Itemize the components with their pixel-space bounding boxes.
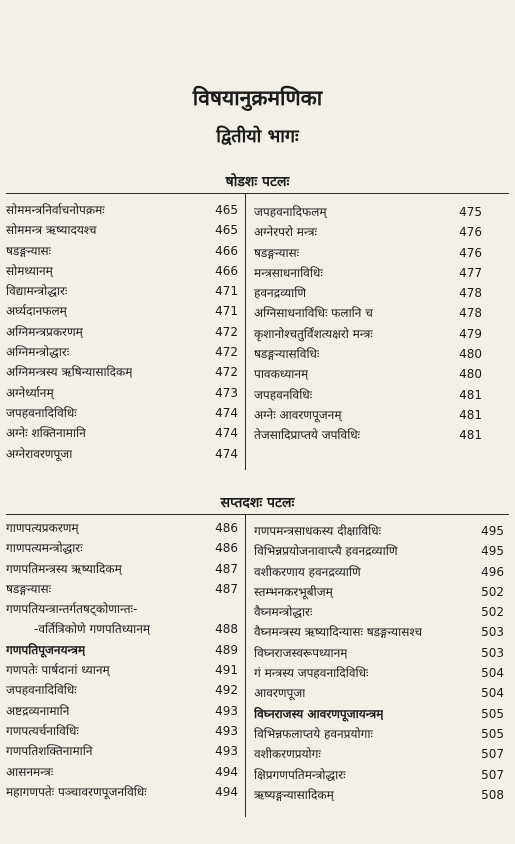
toc-entry: [6, 721, 238, 741]
toc-entry-page: 476: [459, 245, 482, 260]
toc-entry: [254, 724, 504, 744]
toc-entry-page: 479: [459, 326, 482, 341]
toc-entry-page: 472: [215, 324, 238, 339]
toc-entry: [254, 303, 482, 323]
toc-entry-title: विघ्नराजस्वरूपध्यानम्: [254, 645, 348, 660]
toc-entry-page: 475: [459, 205, 482, 219]
toc-entry-title: विभिन्नफलाप्तये हवनप्रयोगाः: [254, 726, 373, 741]
toc-entry-title: महागणपतेः पञ्चावरणपूजनविधिः: [6, 784, 147, 799]
toc-entry: [6, 261, 238, 281]
toc-entry: [254, 405, 482, 425]
toc-entry-page: 471: [215, 284, 238, 299]
toc-entry-page: 480: [459, 347, 482, 362]
toc-entry-page: 504: [481, 686, 504, 701]
toc-entry-title: षडङ्गन्यासः: [6, 581, 52, 596]
toc-entry-page: 508: [481, 787, 504, 802]
toc-entry: [254, 202, 482, 222]
toc-entry-page: 503: [481, 625, 504, 640]
toc-entry-title: अग्नेः शक्तिनामानि: [6, 426, 86, 441]
toc-entry-page: 477: [459, 265, 482, 280]
toc-entry-page: 496: [481, 564, 504, 579]
toc-entry-page: 495: [481, 544, 504, 559]
toc-entry: [254, 243, 482, 263]
toc-entry-title: कृशानोश्चतुर्विंशत्यक्षरो मन्त्रः: [254, 326, 373, 341]
toc-entry: [6, 599, 238, 619]
toc-entry-page: 493: [215, 703, 238, 718]
toc-entry: [6, 301, 238, 321]
toc-entry: [254, 364, 482, 384]
toc-entry-page: 492: [215, 683, 238, 698]
toc-entry-page: 474: [215, 426, 238, 441]
toc-entry-title: सोममन्त्रनिर्वाचनोपक्रमः: [6, 203, 105, 217]
toc-entry-title: विघ्नराजस्य आवरणपूजायन्त्रम्: [254, 706, 384, 721]
toc-entry-page: 472: [215, 345, 238, 360]
toc-entry-title: -वर्तित्रिकोणे गणपतिध्यानम्: [34, 622, 151, 637]
toc-entry-page: 488: [215, 622, 238, 637]
toc-entry-page: 503: [481, 645, 504, 660]
page-title: विषयानुक्रमणिका: [192, 86, 323, 110]
toc-entry-page: 502: [481, 584, 504, 599]
toc-entry-title: अग्निमन्त्रप्रकरणम्: [6, 324, 83, 339]
toc-entry-title: वैघ्नमन्त्रस्य ऋष्यादिन्यासः षडङ्गन्यासश्च: [254, 625, 423, 640]
toc-entry: [6, 403, 238, 423]
toc-entry: [6, 200, 238, 220]
toc-entry-title: सोमध्यानम्: [6, 263, 53, 278]
toc-entry-page: 487: [215, 581, 238, 596]
toc-entry-page: 507: [481, 747, 504, 762]
toc-entry: [6, 782, 238, 802]
toc-entry: [6, 559, 238, 579]
toc-entry-page: 493: [215, 723, 238, 738]
toc-entry-title: गणपतेः पार्षदानां ध्यानम्: [6, 663, 110, 678]
toc-entry-page: 466: [215, 263, 238, 278]
toc-entry-title: अग्निसाधनाविधिः फलानि च: [254, 306, 373, 321]
toc-entry: [6, 383, 238, 403]
toc-entry: [6, 680, 238, 700]
toc-entry-page: 465: [215, 223, 238, 238]
toc-entry: [6, 701, 238, 721]
toc-entry-page: 465: [215, 203, 238, 217]
toc-entry-title: षडङ्गन्यासः: [6, 243, 52, 258]
toc-right-column: [254, 521, 504, 805]
toc-entry-page: 493: [215, 744, 238, 759]
toc-entry: [254, 222, 482, 242]
toc-entry: [254, 704, 504, 724]
toc-entry: [254, 541, 504, 561]
toc-entry-title: गणपतिमन्त्रस्य ऋष्यादिकम्: [6, 561, 122, 576]
toc-entry-title: वशीकरणप्रयोगः: [254, 747, 321, 762]
toc-entry: [6, 281, 238, 301]
toc-entry-page: 494: [215, 764, 238, 779]
toc-entry-title: गणपतियन्त्रान्तर्गतषट्कोणान्तः-: [6, 602, 138, 617]
toc-entry-title: अग्नेरपरो मन्त्रः: [254, 225, 317, 240]
toc-entry: [254, 283, 482, 303]
toc-entry-page: 481: [459, 387, 482, 402]
toc-entry: [254, 744, 504, 764]
toc-entry-title: गणपतिशक्तिनामानि: [6, 744, 93, 759]
toc-entry-page: 474: [215, 446, 238, 461]
toc-entry-page: 507: [481, 767, 504, 782]
toc-entry-page: 478: [459, 306, 482, 321]
toc-entry: [254, 622, 504, 642]
toc-entry-title: क्षिप्रगणपतिमन्त्रोद्धारः: [254, 767, 346, 782]
toc-left-column: [6, 200, 238, 464]
toc-entry: [254, 385, 482, 405]
section-title: षोडशः पटलः: [225, 174, 290, 190]
toc-entry-title: मन्त्रसाधनाविधिः: [254, 265, 323, 280]
toc-entry-title: गणपतिपूजनयन्त्रम्: [6, 642, 86, 657]
toc-entry-page: 495: [481, 524, 504, 538]
toc-left-column: [6, 518, 238, 802]
toc-entry-page: 481: [459, 428, 482, 443]
toc-entry-page: 489: [215, 642, 238, 657]
column-divider: [245, 194, 246, 470]
toc-entry-page: 471: [215, 304, 238, 319]
toc-entry: [6, 762, 238, 782]
toc-entry-page: 505: [481, 706, 504, 721]
toc-entry-title: गणपमन्त्रसाधकस्य दीक्षाविधिः: [254, 524, 382, 538]
toc-entry-title: अष्टद्रव्यनामानि: [6, 703, 70, 718]
toc-entry: [254, 425, 482, 445]
toc-entry-title: जपहवनादिफलम्: [254, 205, 327, 219]
toc-entry-page: 478: [459, 286, 482, 301]
toc-entry: [6, 741, 238, 761]
toc-entry: [6, 241, 238, 261]
toc-entry-title: आवरणपूजा: [254, 686, 306, 701]
toc-entry-title: जपहवनादिविधिः: [6, 683, 77, 698]
toc-entry-title: गं मन्त्रस्य जपहवनादिविधिः: [254, 666, 369, 681]
toc-entry-page: 491: [215, 663, 238, 678]
toc-entry: [6, 220, 238, 240]
column-divider: [245, 515, 246, 817]
toc-entry-title: गाणपत्यप्रकरणम्: [6, 521, 79, 535]
toc-entry-title: षडङ्गन्यासः: [254, 245, 300, 260]
toc-entry-title: आसनमन्त्रः: [6, 764, 54, 779]
section-rule: [6, 514, 509, 515]
toc-entry-title: अग्नेरावरणपूजा: [6, 446, 73, 461]
toc-entry-title: जपहवनविधिः: [254, 387, 313, 402]
toc-entry-page: 472: [215, 365, 238, 380]
toc-entry: [254, 765, 504, 785]
toc-entry: [6, 619, 238, 639]
section-rule: [6, 193, 509, 194]
toc-entry: [6, 342, 238, 362]
toc-entry-title: गाणपत्यमन्त्रोद्धारः: [6, 541, 83, 556]
toc-entry: [6, 538, 238, 558]
toc-entry-title: विद्यामन्त्रोद्धारः: [6, 284, 68, 299]
toc-entry: [6, 518, 238, 538]
toc-entry-title: तेजसादिप्राप्तये जपविधिः: [254, 428, 361, 443]
toc-entry-page: 486: [215, 521, 238, 535]
toc-entry: [6, 660, 238, 680]
toc-entry-title: अर्घ्यदानफलम्: [6, 304, 67, 319]
toc-entry: [254, 683, 504, 703]
toc-entry-page: 505: [481, 726, 504, 741]
toc-entry-title: अग्निमन्त्रस्य ऋषिन्यासादिकम्: [6, 365, 133, 380]
toc-entry: [6, 640, 238, 660]
toc-entry: [6, 444, 238, 464]
toc-entry: [6, 322, 238, 342]
toc-entry: [254, 521, 504, 541]
toc-entry: [254, 663, 504, 683]
toc-entry-title: सोममन्त्र ऋष्यादयश्च: [6, 223, 97, 238]
section-title: सप्तदशः पटलः: [220, 495, 295, 511]
toc-entry-page: 466: [215, 243, 238, 258]
toc-entry: [6, 423, 238, 443]
toc-right-column: [254, 202, 482, 446]
toc-entry-page: 476: [459, 225, 482, 240]
toc-entry-title: गणपत्यर्चनाविधिः: [6, 723, 79, 738]
toc-entry-page: 480: [459, 367, 482, 382]
toc-entry-page: 481: [459, 407, 482, 422]
toc-entry: [254, 643, 504, 663]
toc-entry: [254, 324, 482, 344]
toc-entry: [254, 582, 504, 602]
toc-entry-page: 474: [215, 405, 238, 420]
toc-entry: [254, 785, 504, 805]
part-title: द्वितीयो भागः: [216, 126, 299, 147]
toc-entry-title: विभिन्नप्रयोजनावाप्त्यै हवनद्रव्याणि: [254, 544, 398, 559]
toc-entry: [254, 602, 504, 622]
toc-entry-title: अग्निमन्त्रोद्धारः: [6, 345, 70, 360]
toc-entry-title: वशीकरणाय हवनद्रव्याणि: [254, 564, 361, 579]
toc-entry-page: 473: [215, 385, 238, 400]
toc-entry-page: 487: [215, 561, 238, 576]
toc-entry-page: 502: [481, 605, 504, 620]
toc-entry: [254, 263, 482, 283]
toc-entry-title: अग्नेः आवरणपूजनम्: [254, 407, 342, 422]
toc-entry-page: 494: [215, 784, 238, 799]
toc-entry-title: षडङ्गन्यासविधिः: [254, 347, 320, 362]
toc-entry: [6, 362, 238, 382]
toc-entry: [254, 344, 482, 364]
toc-entry: [254, 562, 504, 582]
toc-entry-title: स्तम्भनकरभूबीजम्: [254, 584, 333, 599]
toc-entry-page: 504: [481, 666, 504, 681]
toc-entry-title: पावकध्यानम्: [254, 367, 309, 382]
toc-entry-page: 486: [215, 541, 238, 556]
toc-entry-title: वैघ्नमन्त्रोद्धारः: [254, 605, 313, 620]
toc-entry-title: ऋष्यङ्गन्यासादिकम्: [254, 787, 334, 802]
toc-entry-title: अग्नेर्ध्यानम्: [6, 385, 54, 400]
toc-entry: [6, 579, 238, 599]
toc-entry-title: हवनद्रव्याणि: [254, 286, 307, 301]
toc-entry-title: जपहवनादिविधिः: [6, 405, 77, 420]
